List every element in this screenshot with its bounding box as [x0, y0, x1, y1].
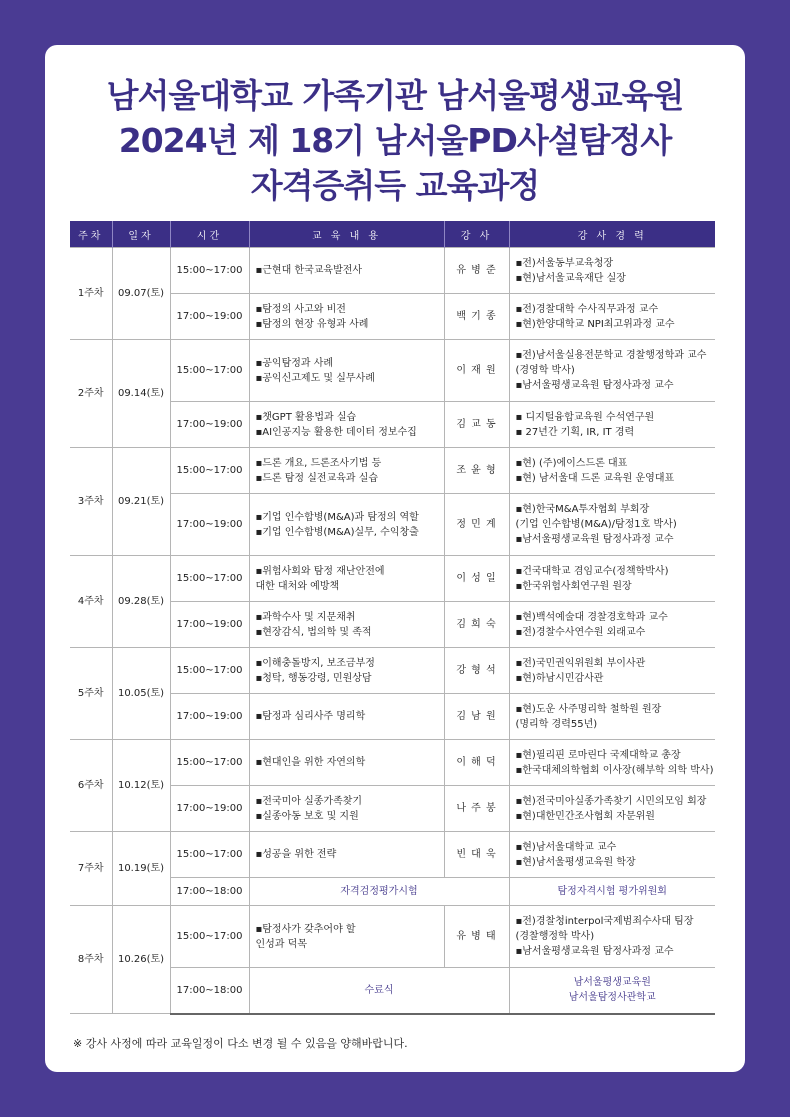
week-cell: 7주차	[70, 832, 112, 906]
content-line: ▪현대인을 위한 자연의학	[255, 757, 366, 768]
career-cell	[509, 402, 715, 448]
instructor-cell: 조 윤 형	[444, 448, 509, 494]
time-cell: 15:00~17:00	[170, 740, 249, 786]
career-cell	[509, 294, 715, 340]
career-note-line: 탐정자격시험 평가위원회	[557, 886, 667, 897]
content-line: ▪탐정과 심리사주 명리학	[255, 711, 366, 722]
time-cell: 17:00~19:00	[170, 402, 249, 448]
content-line: ▪실종아동 보호 및 지원	[255, 810, 359, 822]
career-line: ▪현)한국M&A투자협회 부회장	[515, 504, 650, 515]
content-line: ▪드론 탐정 실전교육과 실습	[255, 472, 379, 484]
content-line: ▪드론 개요, 드론조사기법 등	[255, 457, 382, 469]
week-cell: 8주차	[70, 906, 112, 1014]
content-line: ▪전국미아 실종가족찾기	[255, 795, 363, 807]
career-line: ▪남서울평생교육원 탐정사과정 교수	[515, 380, 674, 391]
career-line: (명리학 경력55년)	[515, 718, 598, 730]
career-line: (경찰행정학 박사)	[515, 931, 595, 942]
career-note-line: 남서울탐정사관학교	[568, 992, 656, 1004]
content-line: ▪위험사회와 탐정 재난안전에	[255, 565, 385, 577]
poster-card	[45, 45, 745, 1072]
time-cell: 15:00~17:00	[170, 448, 249, 494]
instructor-cell: 이 성 일	[444, 556, 509, 602]
career-cell	[509, 248, 715, 294]
header-content: 교 육 내 용	[249, 221, 444, 248]
title-line-3: 자격증취득 교육과정	[250, 166, 540, 205]
date-cell: 09.28(토)	[112, 556, 170, 648]
career-cell	[509, 340, 715, 402]
career-line: ▪현)남서울교육재단 실장	[515, 272, 626, 284]
week-cell: 2주차	[70, 340, 112, 448]
instructor-cell: 백 기 종	[444, 294, 509, 340]
header-instructor: 강 사	[444, 221, 509, 248]
table-row	[70, 448, 715, 494]
career-cell	[509, 448, 715, 494]
table-row	[70, 340, 715, 402]
content-line: ▪성공을 위한 전략	[255, 849, 337, 860]
schedule-body	[70, 248, 715, 1014]
career-line: ▪전)서울동부교육청장	[515, 257, 614, 269]
content-cell	[249, 340, 444, 402]
career-line: ▪현)필리핀 로마린다 국제대학교 총장	[515, 749, 681, 761]
content-cell	[249, 448, 444, 494]
career-line: ▪현) (주)에이스드론 대표	[515, 457, 628, 469]
content-line: ▪공익탐정과 사례	[255, 357, 334, 369]
content-line: ▪기업 인수합병(M&A)실무, 수익창출	[255, 526, 419, 538]
career-line: ▪전)국민권익위원회 부이사관	[515, 657, 646, 669]
header-career: 강 사 경 력	[509, 221, 715, 248]
career-line: ▪한국위험사회연구원 원장	[515, 580, 632, 592]
table-row	[70, 740, 715, 786]
career-note-cell	[509, 878, 715, 906]
event-cell: 자격검정평가시험	[249, 878, 509, 906]
content-line: ▪이해충돌방지, 보조금부정	[255, 657, 375, 669]
table-header-row	[70, 221, 715, 248]
content-line: ▪탐정의 현장 유형과 사례	[255, 318, 369, 330]
content-line: ▪현장감식, 법의학 및 족적	[255, 626, 372, 638]
table-row	[70, 556, 715, 602]
time-cell: 17:00~18:00	[170, 968, 249, 1014]
career-cell	[509, 786, 715, 832]
career-line: ▪현)남서울대학교 교수	[515, 841, 617, 853]
career-line: ▪현)전국미아실종가족찾기 시민의모임 회장	[515, 795, 707, 807]
career-cell	[509, 602, 715, 648]
table-row	[70, 248, 715, 294]
header-date: 일자	[112, 221, 170, 248]
content-cell	[249, 740, 444, 786]
career-cell	[509, 694, 715, 740]
content-cell	[249, 248, 444, 294]
instructor-cell: 이 재 원	[444, 340, 509, 402]
content-cell	[249, 602, 444, 648]
time-cell: 15:00~17:00	[170, 556, 249, 602]
week-cell: 6주차	[70, 740, 112, 832]
career-cell	[509, 740, 715, 786]
career-line: ▪현) 남서울대 드론 교육원 운영대표	[515, 472, 675, 484]
career-line: ▪전)남서울실용전문학교 경찰행정학과 교수	[515, 350, 707, 361]
content-cell	[249, 402, 444, 448]
instructor-cell: 유 병 태	[444, 906, 509, 968]
content-cell	[249, 786, 444, 832]
career-line: ▪한국대체의학협회 이사장(해부학 의학 박사)	[515, 764, 714, 776]
content-cell	[249, 294, 444, 340]
career-cell	[509, 648, 715, 694]
week-cell: 4주차	[70, 556, 112, 648]
career-note-cell	[509, 968, 715, 1014]
date-cell: 10.26(토)	[112, 906, 170, 1014]
content-line: ▪근현대 한국교육발전사	[255, 265, 363, 276]
career-line: ▪전)경찰대학 수사직무과정 교수	[515, 303, 659, 315]
content-cell	[249, 906, 444, 968]
instructor-cell: 김 희 숙	[444, 602, 509, 648]
career-line: ▪현)하남시민감사관	[515, 672, 604, 684]
time-cell: 17:00~19:00	[170, 786, 249, 832]
week-cell: 1주차	[70, 248, 112, 340]
career-line: ▪현)도운 사주명리학 철학원 원장	[515, 703, 662, 715]
content-line: 인성과 덕목	[255, 938, 307, 950]
instructor-cell: 김 교 동	[444, 402, 509, 448]
table-row	[70, 832, 715, 878]
content-cell	[249, 694, 444, 740]
career-line: ▪전)경찰청interpol국제범죄수사대 팀장	[515, 916, 694, 927]
instructor-cell: 유 병 준	[444, 248, 509, 294]
time-cell: 17:00~19:00	[170, 694, 249, 740]
content-line: ▪과학수사 및 지문채취	[255, 611, 356, 623]
content-line: ▪탐정사가 갖추어야 할	[255, 923, 356, 935]
career-line: ▪ 27년간 기획, IR, IT 경력	[515, 426, 635, 438]
career-line: ▪현)백석예술대 경찰경호학과 교수	[515, 611, 668, 623]
header-time: 시간	[170, 221, 249, 248]
career-line: ▪남서울평생교육원 탐정사과정 교수	[515, 946, 674, 957]
page-title	[45, 73, 745, 208]
career-cell	[509, 556, 715, 602]
content-line: ▪탐정의 사고와 비전	[255, 303, 346, 315]
career-line: ▪현)대한민간조사협회 자문위원	[515, 810, 655, 822]
time-cell: 17:00~18:00	[170, 878, 249, 906]
content-line: ▪청탁, 행동강령, 민원상담	[255, 672, 372, 684]
date-cell: 09.21(토)	[112, 448, 170, 556]
date-cell: 10.19(토)	[112, 832, 170, 906]
content-cell	[249, 832, 444, 878]
instructor-cell: 김 남 원	[444, 694, 509, 740]
career-note-line: 남서울평생교육원	[573, 977, 651, 989]
content-line: ▪AI인공지능 활용한 데이터 정보수집	[255, 426, 417, 438]
career-cell	[509, 494, 715, 556]
time-cell: 17:00~19:00	[170, 294, 249, 340]
career-line: (기업 인수합병(M&A)/탐정1호 박사)	[515, 519, 677, 530]
content-cell	[249, 494, 444, 556]
instructor-cell: 이 해 덕	[444, 740, 509, 786]
career-line: ▪현)남서울평생교육원 학장	[515, 856, 636, 868]
time-cell: 15:00~17:00	[170, 906, 249, 968]
career-cell	[509, 832, 715, 878]
content-line: ▪기업 인수합병(M&A)과 탐정의 역할	[255, 511, 419, 523]
table-row	[70, 906, 715, 968]
title-line-1: 남서울대학교 가족기관 남서울평생교육원	[106, 76, 684, 115]
header-week: 주차	[70, 221, 112, 248]
time-cell: 15:00~17:00	[170, 248, 249, 294]
date-cell: 10.05(토)	[112, 648, 170, 740]
instructor-cell: 강 형 석	[444, 648, 509, 694]
career-line: ▪건국대학교 겸임교수(정책학박사)	[515, 565, 669, 577]
time-cell: 17:00~19:00	[170, 494, 249, 556]
content-cell	[249, 556, 444, 602]
career-line: ▪현)한양대학교 NPI최고위과정 교수	[515, 318, 675, 330]
date-cell: 09.07(토)	[112, 248, 170, 340]
career-line: ▪전)경찰수사연수원 외래교수	[515, 626, 646, 638]
time-cell: 15:00~17:00	[170, 340, 249, 402]
week-cell: 3주차	[70, 448, 112, 556]
footnote: ※ 강사 사정에 따라 교육일정이 다소 변경 될 수 있음을 양해바랍니다.	[73, 1037, 408, 1050]
time-cell: 15:00~17:00	[170, 832, 249, 878]
content-cell	[249, 648, 444, 694]
table-row	[70, 648, 715, 694]
week-cell: 5주차	[70, 648, 112, 740]
content-line: 대한 대처와 예방책	[255, 580, 340, 592]
title-line-2: 2024년 제 18기 남서울PD사설탐정사	[118, 121, 672, 160]
career-line: ▪남서울평생교육원 탐정사과정 교수	[515, 534, 674, 545]
schedule-table	[70, 221, 715, 1015]
date-cell: 10.12(토)	[112, 740, 170, 832]
instructor-cell: 나 주 봉	[444, 786, 509, 832]
date-cell: 09.14(토)	[112, 340, 170, 448]
time-cell: 15:00~17:00	[170, 648, 249, 694]
content-line: ▪공익신고제도 및 실무사례	[255, 372, 375, 384]
content-line: ▪챗GPT 활용법과 실습	[255, 411, 357, 423]
instructor-cell: 빈 대 욱	[444, 832, 509, 878]
event-cell: 수료식	[249, 968, 509, 1014]
instructor-cell: 정 민 계	[444, 494, 509, 556]
time-cell: 17:00~19:00	[170, 602, 249, 648]
career-cell	[509, 906, 715, 968]
career-line: (경영학 박사)	[515, 365, 575, 376]
career-line: ▪ 디지털융합교육원 수석연구원	[515, 411, 655, 423]
